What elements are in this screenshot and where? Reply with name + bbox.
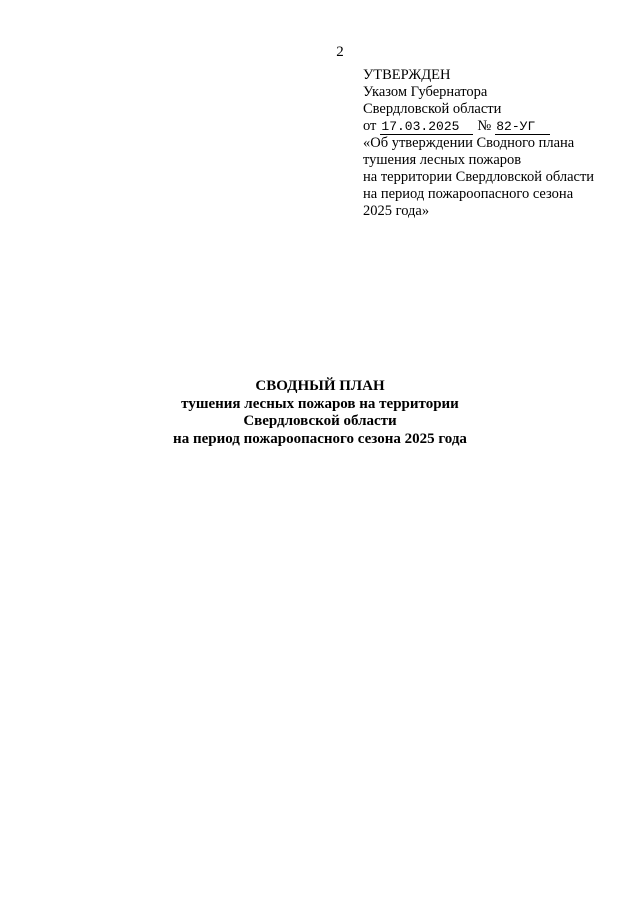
- page-number: 2: [336, 44, 344, 60]
- decree-title-line: «Об утверждении Сводного плана: [363, 135, 575, 151]
- document-title-line: Свердловской области: [243, 413, 397, 429]
- decree-title-line: 2025 года»: [363, 203, 430, 219]
- decree-title-line: тушения лесных пожаров: [363, 152, 522, 168]
- approval-date-number-line: [363, 118, 623, 135]
- decree-title-line: на период пожароопасного сезона: [363, 186, 574, 202]
- approval-issuer-line: Указом Губернатора: [363, 84, 488, 100]
- document-title-line: тушения лесных пожаров на территории: [181, 395, 459, 412]
- approval-heading: УТВЕРЖДЕН: [363, 67, 451, 83]
- document-title-line: на период пожароопасного сезона 2025 года: [173, 430, 467, 447]
- decree-number: 82-УГ: [495, 120, 550, 135]
- decree-title-line: на территории Свердловской области: [363, 169, 595, 185]
- approval-region-line: Свердловской области: [363, 101, 502, 117]
- date-prefix: от: [363, 118, 377, 134]
- number-sign: №: [477, 118, 492, 134]
- decree-date: 17.03.2025: [380, 120, 473, 135]
- document-title-heading: СВОДНЫЙ ПЛАН: [255, 378, 385, 394]
- document-title: [0, 378, 640, 448]
- approval-stamp: [363, 67, 623, 220]
